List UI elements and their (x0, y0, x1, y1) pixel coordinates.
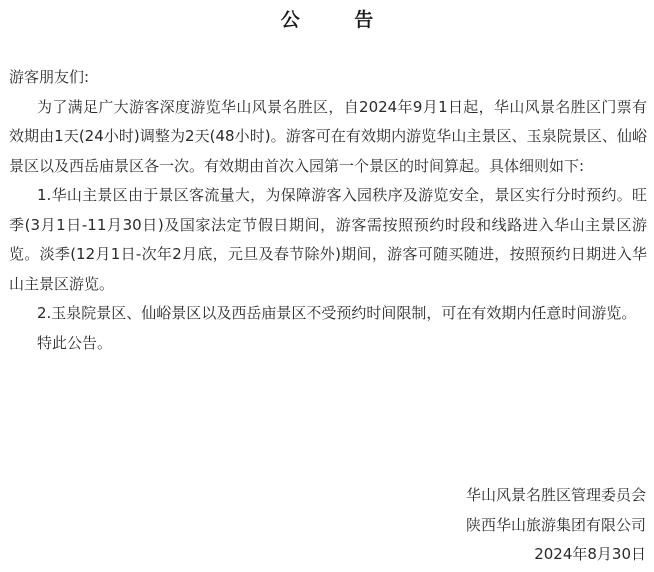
paragraph-rule-1: 1.华山主景区由于景区客流量大，为保障游客入园秩序及游览安全，景区实行分时预约。旺季(3月1日-11月30日)及国家法定节假日期间，游客需按照预约时段和线路进入华山主景区游览。淡季(12月1日-次年2月底，元旦及春节除外)期间，游客可随买随进，按照预约日期进入华山主景区游览。 (9, 186, 647, 293)
signature-date: 2024年8月30日 (534, 545, 646, 563)
paragraph-rule-2: 2.玉泉院景区、仙峪景区以及西岳庙景区不受预约时间限制，可在有效期内任意时间游览。 (37, 304, 637, 322)
signature-committee: 华山风景名胜区管理委员会 (465, 486, 646, 504)
notice-title: 公 告 (280, 9, 398, 31)
notice-body (9, 63, 647, 358)
paragraph-intro: 为了满足广大游客深度游览华山风景名胜区，自2024年9月1日起，华山风景名胜区门票有效期由1天(24小时)调整为2天(48小时)。游客可在有效期内游览华山主景区、玉泉院景区、仙峪景区以及西岳庙景区各一次。有效期由首次入园第一个景区的时间算起。具体细则如下: (9, 97, 647, 175)
signature-block (466, 481, 646, 570)
paragraph-closing: 特此公告。 (37, 333, 113, 352)
greeting: 游客朋友们: (9, 68, 90, 86)
signature-company: 陕西华山旅游集团有限公司 (465, 515, 646, 534)
